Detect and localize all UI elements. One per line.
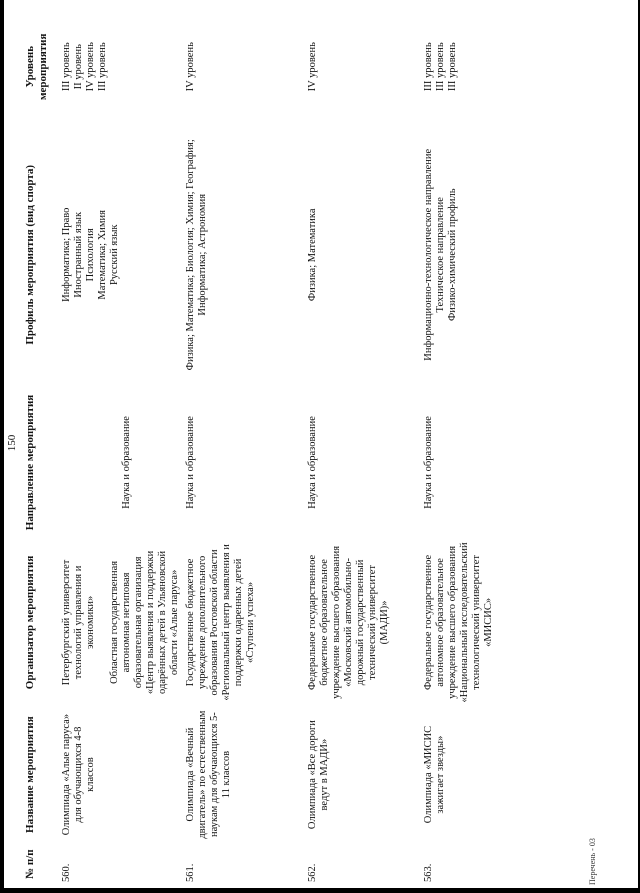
- organizer-continuation: Петербургский университет технологий управления и экономики»: [61, 559, 96, 686]
- header-direction: Направление мероприятия: [24, 394, 36, 531]
- profile-item: Физика; Математика; Биология; Химия; География; Информатика; Астрономия: [185, 139, 208, 371]
- page-number: 150: [6, 434, 18, 452]
- header-level: Уровень мероприятия: [24, 33, 49, 100]
- profile-item: Информатика; Право: [61, 207, 72, 302]
- row-num: 562.: [307, 863, 318, 882]
- profile-item: Иностранный язык: [73, 211, 84, 298]
- header-profile: Профиль мероприятия (вид спорта): [24, 164, 36, 345]
- header-num: № п/п: [24, 849, 36, 879]
- profile-item: Физико-химический профиль: [447, 188, 458, 322]
- table-row: [421, 10, 540, 885]
- level-item: IV уровень: [185, 42, 196, 92]
- event-direction: Наука и образование: [185, 416, 196, 509]
- event-direction: Наука и образование: [307, 416, 318, 509]
- level-item: III уровень: [435, 42, 446, 92]
- event-profile: [183, 123, 305, 386]
- event-level: [305, 10, 421, 123]
- profile-item: Информационно-технологическое направление: [423, 148, 434, 361]
- table-row: [305, 10, 421, 885]
- profile-item: Техническое направление: [435, 197, 446, 313]
- events-table: [22, 10, 540, 885]
- profile-item: Физика; Математика: [307, 208, 318, 302]
- level-item: IV уровень: [307, 42, 318, 92]
- row-num: 561.: [185, 863, 196, 882]
- event-level: [421, 10, 540, 123]
- level-item: III уровень: [423, 42, 434, 92]
- profile-item: Психология: [85, 228, 96, 282]
- event-name: Олимпиада «Все дороги ведут в МАДИ»: [307, 720, 330, 830]
- event-profile: [305, 123, 421, 386]
- event-direction: [59, 386, 183, 539]
- level-item: III уровень: [447, 42, 458, 92]
- event-name: Олимпиада «Алые паруса» для обучающихся 4-8 классов: [61, 713, 96, 836]
- event-name: Олимпиада «Вечный двигатель» по естественным наукам для обучающихся 5-11 классов: [185, 710, 232, 839]
- row-num: 560.: [61, 863, 72, 882]
- event-profile: [421, 123, 540, 386]
- event-name: Олимпиада «МИСИС зажигает звезды»: [423, 725, 446, 824]
- event-level: [59, 10, 183, 123]
- level-item: III уровень: [97, 42, 108, 92]
- level-item: IV уровень: [85, 42, 96, 92]
- event-direction: Наука и образование: [423, 416, 434, 509]
- event-organizer: Федеральное государственное бюджетное образовательное учреждение высшего образования «Московский автомобильно-дорожный государственный технический университет (МАДИ)»: [307, 545, 390, 699]
- table-row: [59, 10, 183, 885]
- header-organizer: Организатор мероприятия: [24, 555, 36, 690]
- event-profile: [59, 123, 183, 386]
- table-header-row: [22, 10, 59, 885]
- table-row: [183, 10, 305, 885]
- footer-stamp: Перечень - 03: [588, 838, 597, 885]
- profile-item: Математика; Химия: [97, 209, 108, 300]
- event-organizer: Федеральное государственное автономное образовательное учреждение высшего образования «Национальный исследовательский технологический университет «МИСИС»: [423, 542, 494, 703]
- level-item: III уровень: [61, 42, 72, 92]
- row-num: 563.: [423, 863, 434, 882]
- direction-text: Наука и образование: [121, 416, 132, 509]
- event-level: [183, 10, 305, 123]
- event-organizer: [59, 539, 183, 706]
- header-name: Название мероприятия: [24, 716, 36, 833]
- organizer-text: Областная государственная автономная нетиповая образовательная организация «Центр выявления и поддержки одарённых детей в Ульяновской области «Алые паруса»: [109, 550, 180, 695]
- level-item: II уровень: [73, 44, 84, 90]
- profile-item: Русский язык: [109, 224, 120, 286]
- event-organizer: Государственное бюджетное учреждение дополнительного образования Ростовской области «Региональный центр выявления и поддержки одаренных детей «Ступени успеха»: [185, 544, 256, 701]
